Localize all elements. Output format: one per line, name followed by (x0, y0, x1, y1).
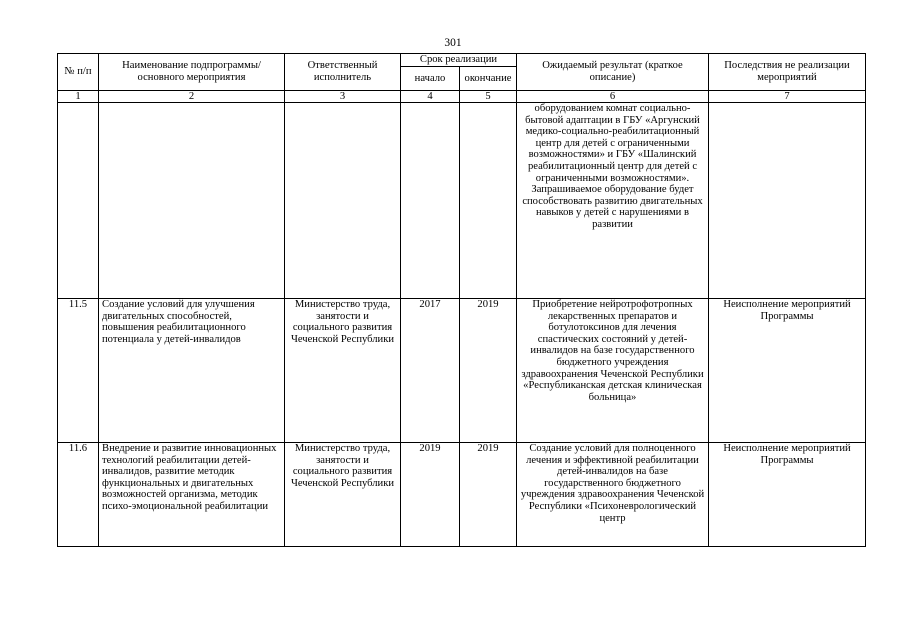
column-number: 5 (460, 91, 517, 103)
row-consequence (709, 103, 866, 299)
row-start: 2017 (401, 299, 460, 443)
column-number: 1 (58, 91, 99, 103)
column-number: 4 (401, 91, 460, 103)
row-result: оборудованием комнат социально-бытовой адаптации в ГБУ «Аргунский медико-социально-реабилитационный центр для детей с ограниченными возможностями» и ГБУ «Шалинский реабилитационный центр для детей с ограниченными возможностями». Запрашиваемое оборудование будет способствовать развитию двигательных навыков у детей с нарушениями в развитии (517, 103, 709, 299)
row-number: 11.6 (58, 443, 99, 547)
table-row (58, 299, 866, 443)
row-name (99, 103, 285, 299)
header-consequence: Последствия не реализации мероприятий (709, 54, 866, 91)
header-start: начало (401, 67, 460, 91)
row-executor: Министерство труда, занятости и социального развития Чеченской Республики (285, 299, 401, 443)
row-start: 2019 (401, 443, 460, 547)
row-executor (285, 103, 401, 299)
header-number: № п/п (58, 54, 99, 91)
page-number: 301 (444, 37, 462, 49)
row-end: 2019 (460, 299, 517, 443)
row-name: Внедрение и развитие инновационных технологий реабилитации детей-инвалидов, развитие методик функциональных и двигательных возможностей организма, методик психо-эмоциональной реабилитации (99, 443, 285, 547)
column-number: 3 (285, 91, 401, 103)
row-start (401, 103, 460, 299)
header-period: Срок реализации (401, 54, 517, 67)
row-result: Создание условий для полноценного лечения и эффективной реабилитации детей-инвалидов на базе государственного бюджетного учреждения здравоохранения Чеченской Республики «Психоневрологический центр (517, 443, 709, 547)
row-executor: Министерство труда, занятости и социального развития Чеченской Республики (285, 443, 401, 547)
row-name: Создание условий для улучшения двигательных способностей, повышения реабилитационного потенциала у детей-инвалидов (99, 299, 285, 443)
header-executor: Ответственный исполнитель (285, 54, 401, 91)
program-table (57, 53, 866, 547)
table-row (58, 443, 866, 547)
row-number: 11.5 (58, 299, 99, 443)
column-number: 2 (99, 91, 285, 103)
row-result: Приобретение нейротрофотропных лекарственных препаратов и ботулотоксинов для лечения спастических состояний у детей-инвалидов на базе государственного бюджетного учреждения здравоохранения Чеченской Республики «Республиканская детская клиническая больница» (517, 299, 709, 443)
row-end (460, 103, 517, 299)
row-consequence: Неисполнение мероприятий Программы (709, 443, 866, 547)
column-number: 7 (709, 91, 866, 103)
column-number: 6 (517, 91, 709, 103)
row-consequence: Неисполнение мероприятий Программы (709, 299, 866, 443)
row-number (58, 103, 99, 299)
table-row (58, 103, 866, 299)
header-result: Ожидаемый результат (краткое описание) (517, 54, 709, 91)
header-end: окончание (460, 67, 517, 91)
row-end: 2019 (460, 443, 517, 547)
header-name: Наименование подпрограммы/ основного мероприятия (99, 54, 285, 91)
